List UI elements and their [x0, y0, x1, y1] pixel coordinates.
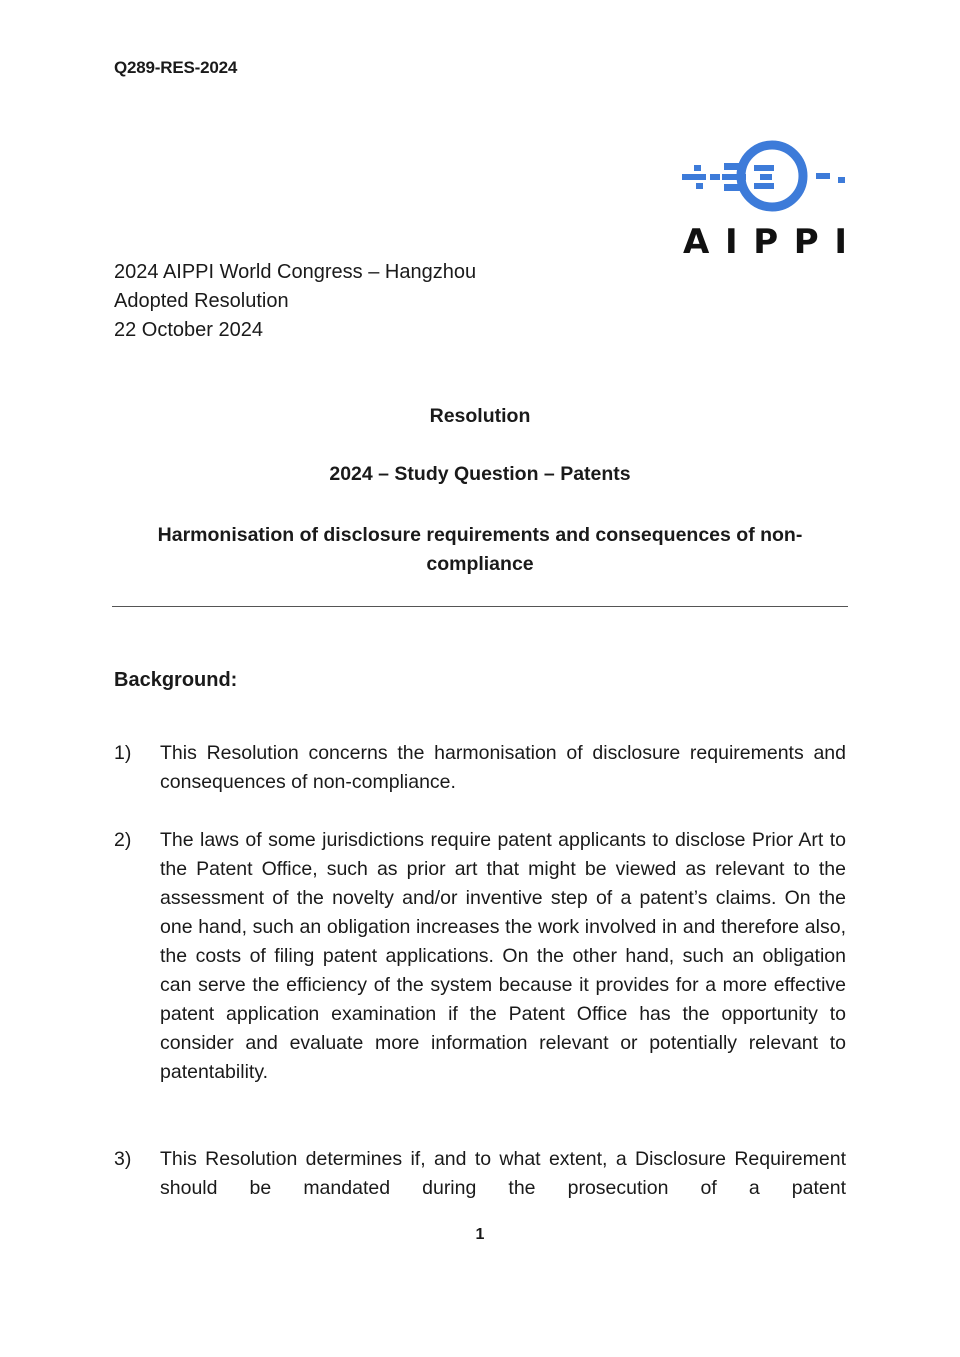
- background-item: [114, 826, 846, 1087]
- item-number: 2): [114, 829, 132, 851]
- document-reference: Q289-RES-2024: [114, 58, 238, 77]
- congress-name: 2024 AIPPI World Congress – Hangzhou: [114, 261, 477, 283]
- item-text: This Resolution concerns the harmonisation of disclosure requirements and consequences of non-compliance.: [160, 742, 846, 793]
- item-number: 3): [114, 1148, 132, 1170]
- resolution-title: Harmonisation of disclosure requirements and consequences of non-compliance: [157, 524, 803, 575]
- logo-mark-icon: [682, 145, 845, 207]
- logo-text: AIPPI: [683, 222, 847, 257]
- resolution-date: 22 October 2024: [114, 319, 263, 341]
- item-text: The laws of some jurisdictions require patent applicants to disclose Prior Art to the Patent Office, such as prior art that might be viewed as relevant to the assessment of the novelty and/or inventive step of a patent’s claims. On the one hand, such an obligation increases the work involved in and therefore also, the costs of filing patent applications. On the other hand, such an obligation can serve the efficiency of the system because it provides for a more effective patent application examination if the Patent Office has the opportunity to consider and evaluate more information relevant or potentially relevant to patentability.: [160, 829, 846, 1083]
- congress-metadata: [114, 258, 476, 345]
- item-text: This Resolution determines if, and to what extent, a Disclosure Requirement should be mandated during the prosecution of a patent: [160, 1148, 846, 1199]
- background-heading: Background:: [114, 669, 238, 691]
- divider: [112, 606, 848, 607]
- background-item: [114, 1145, 846, 1203]
- background-item: [114, 739, 846, 797]
- resolution-heading: Resolution: [429, 405, 531, 427]
- aippi-logo-graphic: [682, 139, 848, 257]
- resolution-status: Adopted Resolution: [114, 290, 289, 312]
- study-question-heading: 2024 – Study Question – Patents: [329, 463, 631, 485]
- item-number: 1): [114, 742, 132, 764]
- page-number: 1: [475, 1226, 485, 1243]
- aippi-logo: [682, 139, 848, 257]
